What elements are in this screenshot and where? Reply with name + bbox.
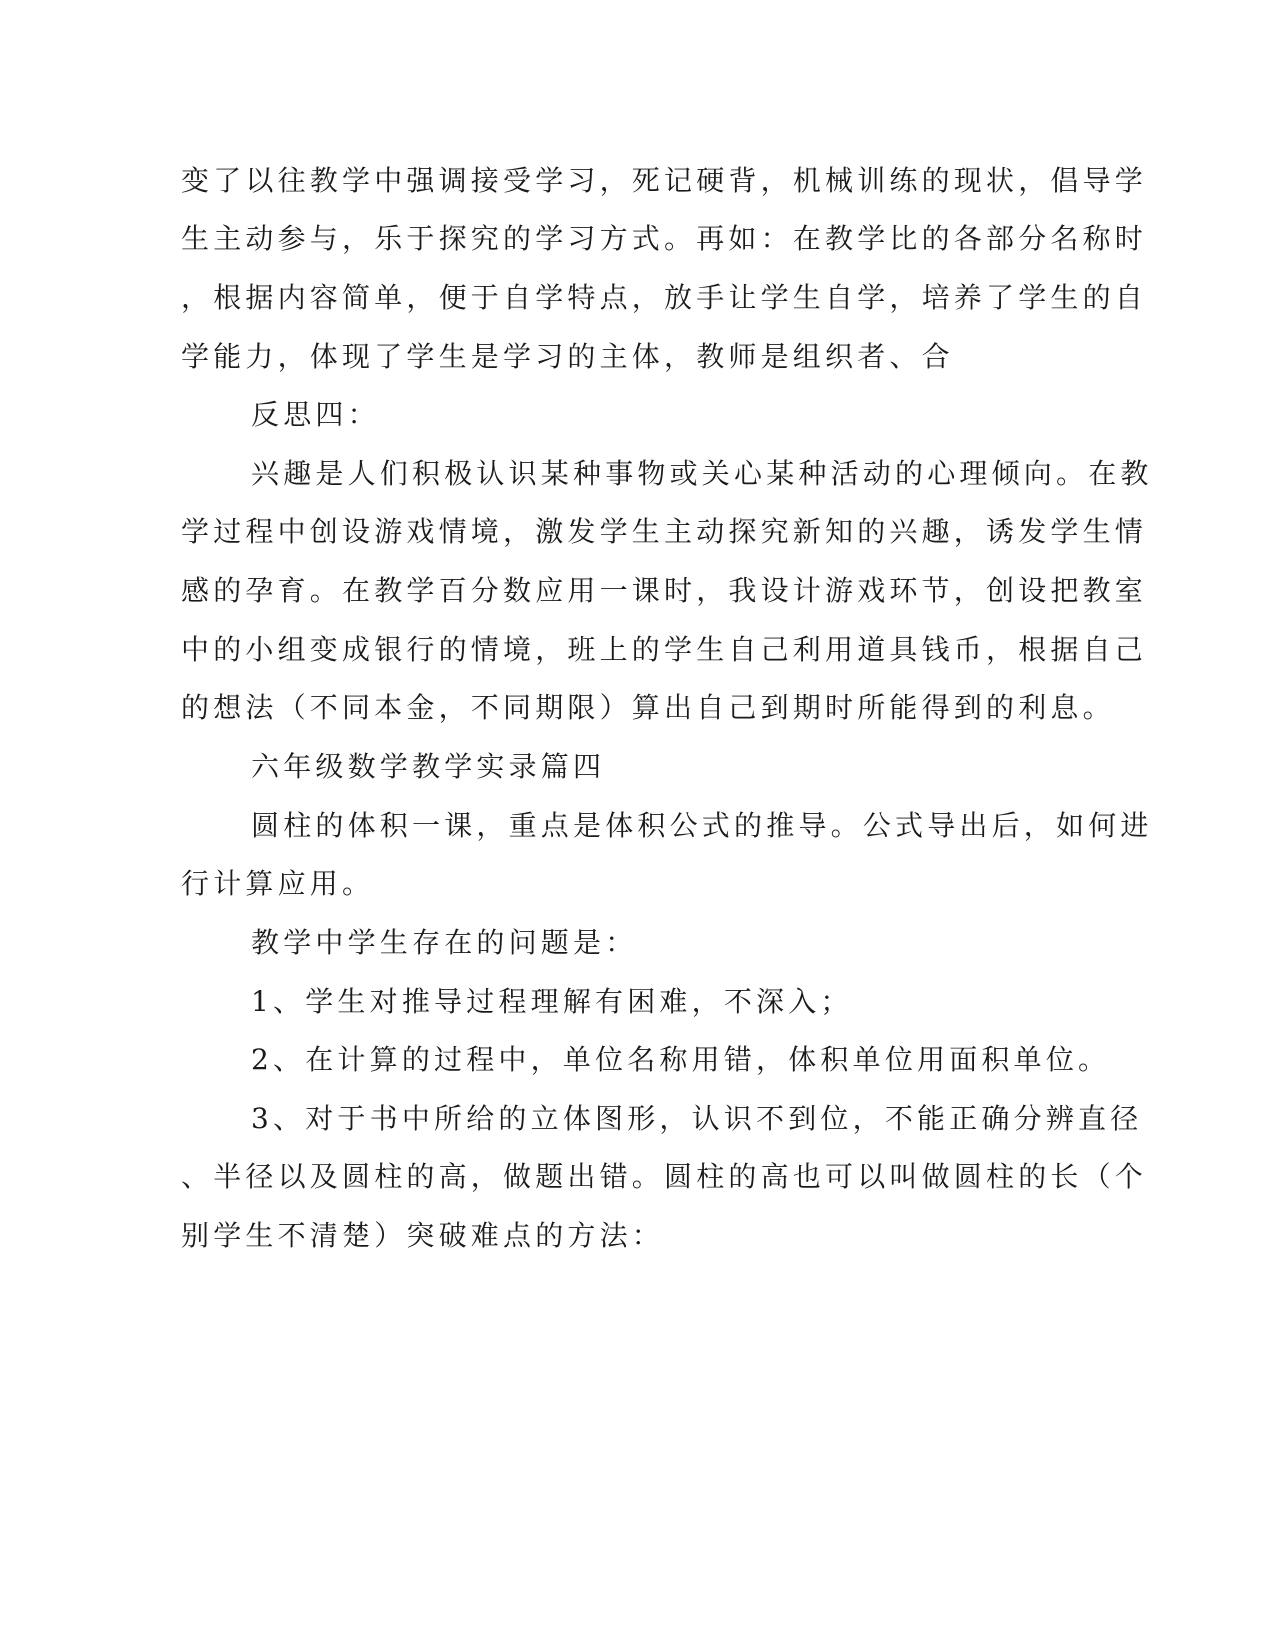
section-heading: 反思四： [251,398,380,431]
text-line: 、半径以及圆柱的高，做题出错。圆柱的高也可以叫做圆柱的长（个 [181,1160,1148,1193]
text-line: 圆柱的体积一课，重点是体积公式的推导。公式导出后，如何进 [251,809,1153,842]
text-line: 生主动参与，乐于探究的学习方式。再如：在教学比的各部分名称时 [181,222,1148,255]
text-line: 别学生不清楚）突破难点的方法： [181,1219,665,1252]
text-line: 感的孕育。在教学百分数应用一课时，我设计游戏环节，创设把教室 [181,574,1148,607]
list-item: 1、学生对推导过程理解有困难，不深入； [251,985,853,1018]
text-line: 学过程中创设游戏情境，激发学生主动探究新知的兴趣，诱发学生情 [181,515,1148,548]
text-line: 兴趣是人们积极认识某种事物或关心某种活动的心理倾向。在教 [251,457,1153,490]
list-item: 3、对于书中所给的立体图形，认识不到位，不能正确分辨直径 [251,1102,1143,1135]
text-line: 的想法（不同本金，不同期限）算出自己到期时所能得到的利息。 [181,691,1115,724]
list-item: 2、在计算的过程中，单位名称用错，体积单位用面积单位。 [251,1043,1111,1076]
section-heading: 六年级数学教学实录篇四 [251,750,606,783]
text-line: 中的小组变成银行的情境，班上的学生自己利用道具钱币，根据自己 [181,633,1148,666]
text-line: 变了以往教学中强调接受学习，死记硬背，机械训练的现状，倡导学 [181,164,1148,197]
text-line: 教学中学生存在的问题是： [251,926,638,959]
text-line: 行计算应用。 [181,867,375,900]
text-line: ，根据内容简单，便于自学特点，放手让学生自学，培养了学生的自 [181,281,1148,314]
text-line: 学能力，体现了学生是学习的主体，教师是组织者、合 [181,340,954,373]
